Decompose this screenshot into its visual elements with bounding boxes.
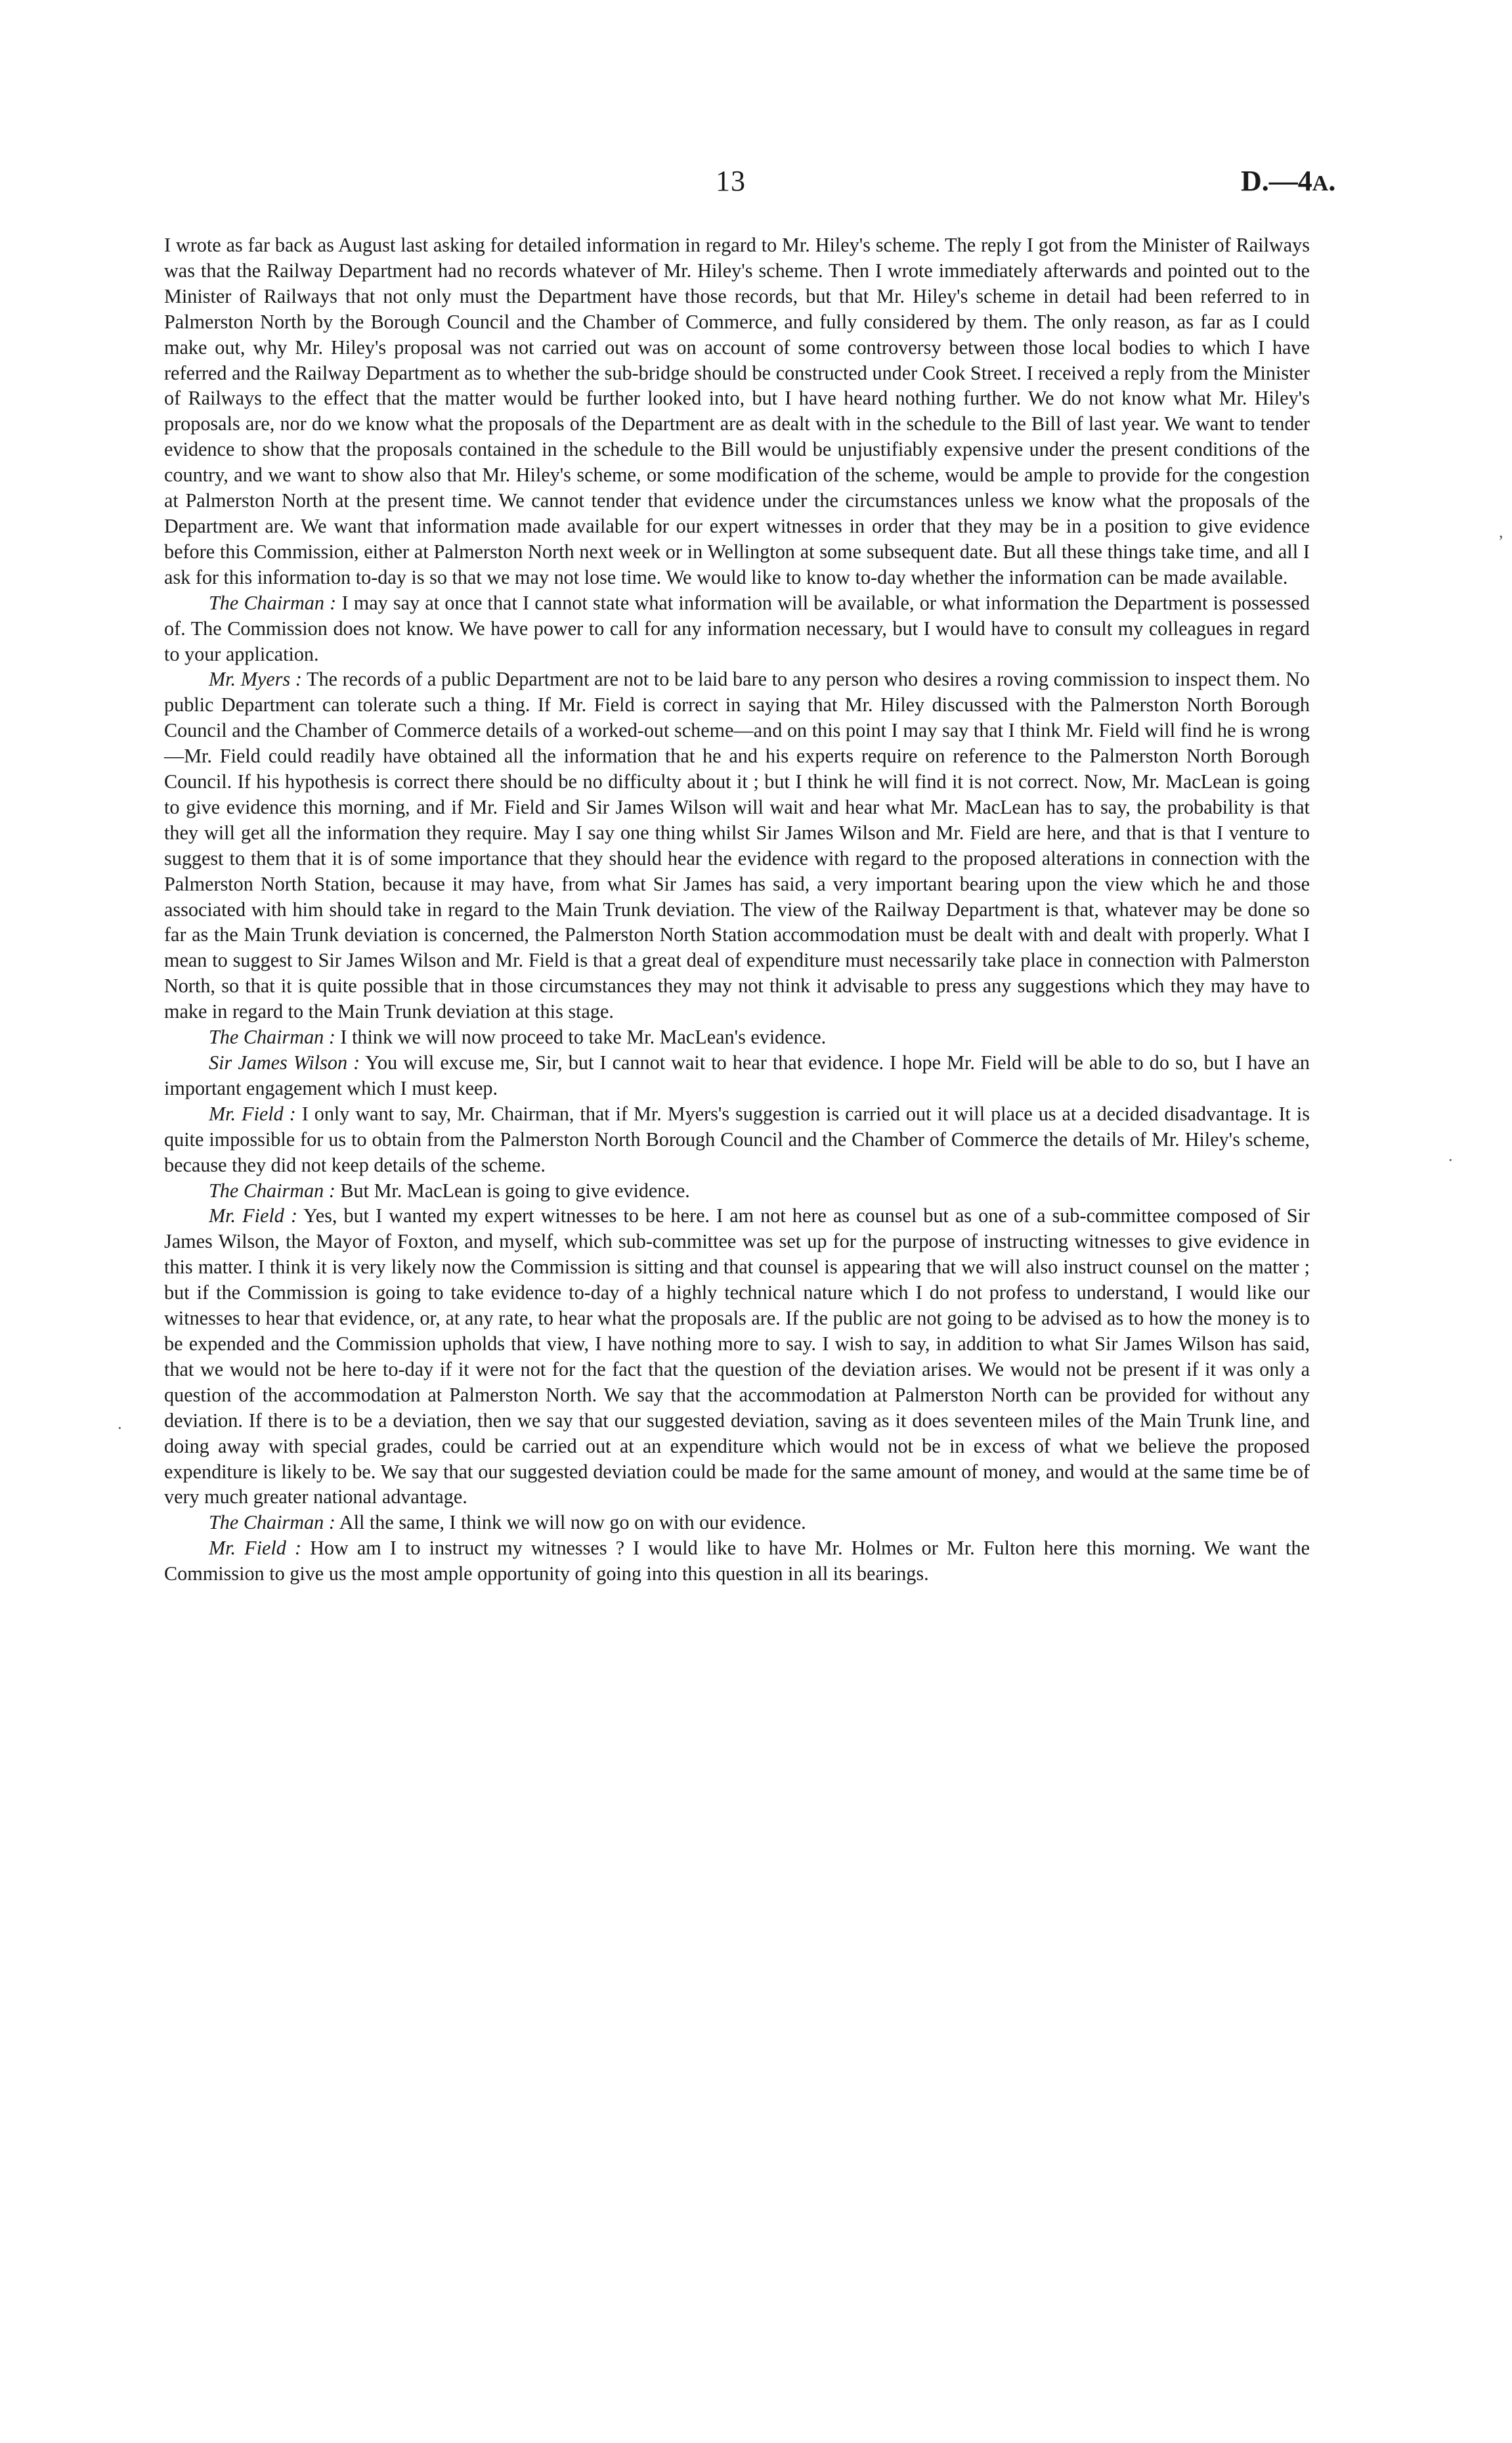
paragraph-text: You will excuse me, Sir, but I cannot wait to hear that evidence. I hope Mr. Field will be able to do so, but I have an important engagement which I must keep.	[164, 1051, 1310, 1099]
margin-mark: ,	[1499, 522, 1503, 541]
speaker-label: Mr. Field :	[209, 1204, 297, 1227]
paragraph-text: Yes, but I wanted my expert witnesses to be here. I am not here as counsel but as one of a sub-committee composed of Sir James Wilson, the Mayor of Foxton, and myself, which sub-committee was set up for the purpose of instructing witnesses to give evidence in this matter. I think it is very likely now the Commission is sitting and that counsel is appearing that we will also instruct counsel on the matter ; but if the Commission is going to take evidence to-day of a highly technical nature which I do not profess to understand, I would like our witnesses to hear that evidence, or, at any rate, to hear what the proposals are. If the public are not going to be advised as to how the money is to be expended and the Commission upholds that view, I have nothing more to say. I wish to say, in addition to what Sir James Wilson has said, that we would not be here to-day if it were not for the fact that the question of the deviation arises. We would not be present if it was only a question of the accommodation at Palmerston North. We say that the accommodation at Palmerston North can be provided for without any deviation. If there is to be a deviation, then we say that our suggested deviation, saving as it does seventeen miles of the Main Trunk line, and doing away with special grades, could be carried out at an expenditure which would not be in excess of what we believe the proposed expenditure is likely to be. We say that our suggested deviation could be made for the same amount of money, and would at the same time be of very much greater national advantage.	[164, 1204, 1310, 1508]
speaker-label: The Chairman :	[209, 1026, 335, 1049]
speaker-label: The Chairman :	[209, 1511, 335, 1534]
paragraph-text: All the same, I think we will now go on with our evidence.	[339, 1511, 806, 1534]
doc-ref-suffix: A	[1312, 171, 1329, 196]
paragraph-text: But Mr. MacLean is going to give evidence.	[340, 1179, 690, 1202]
paragraph-text: I may say at once that I cannot state what information will be available, or what information the Department is possessed of. The Commission does not know. We have power to call for any information necessary, but I would have to consult my colleagues in regard to your application.	[164, 591, 1310, 665]
speaker-label: Mr. Myers :	[209, 668, 302, 691]
paragraph	[164, 1101, 1310, 1178]
paragraph	[164, 667, 1310, 1024]
speaker-label: Mr. Field :	[209, 1537, 302, 1560]
speaker-label: The Chairman :	[209, 1179, 335, 1202]
paragraph-text: The records of a public Department are not to be laid bare to any person who desires a roving commission to inspect them. No public Department can tolerate such a thing. If Mr. Field is correct in saying that Mr. Hiley discussed with the Palmerston North Borough Council and the Chamber of Commerce details of a worked-out scheme—and on this point I may say that I think Mr. Field will find he is wrong—Mr. Field could readily have obtained all the information that he and his experts require on reference to the Palmerston North Borough Council. If his hypothesis is correct there should be no difficulty about it ; but I think he will find it is not correct. Now, Mr. MacLean is going to give evidence this morning, and if Mr. Field and Sir James Wilson will wait and hear what Mr. MacLean has to say, the probability is that they will get all the information they require. May I say one thing whilst Sir James Wilson and Mr. Field are here, and that is that I venture to suggest to them that it is of some importance that they should hear the evidence with regard to the proposed alterations in connection with the Palmerston North Station, because it may have, from what Sir James has said, a very important bearing upon the view which he and those associated with him should take in regard to the Main Trunk deviation. The view of the Railway Department is that, whatever may be done so far as the Main Trunk deviation is concerned, the Palmerston North Station accommodation must be dealt with and dealt with properly. What I mean to suggest to Sir James Wilson and Mr. Field is that a great deal of expenditure must necessarily take place in connection with Palmerston North, so that it is quite possible that in those circumstances they may not think it advisable to press any suggestions which they may have to make in regard to the Main Trunk deviation at this stage.	[164, 668, 1310, 1023]
speaker-label: Sir James Wilson :	[209, 1051, 360, 1074]
margin-mark: ·	[117, 1419, 123, 1438]
paragraph	[164, 1203, 1310, 1510]
speaker-label: Mr. Field :	[209, 1102, 296, 1125]
body-text	[164, 232, 1310, 1587]
paragraph	[164, 1535, 1310, 1587]
paragraph	[164, 1510, 1310, 1535]
paragraph	[164, 232, 1310, 590]
paragraph-text: How am I to instruct my witnesses ? I would like to have Mr. Holmes or Mr. Fulton here this morning. We want the Commission to give us the most ample opportunity of going into this question in all its bearings.	[164, 1537, 1310, 1585]
paragraph	[164, 1050, 1310, 1101]
document-reference	[1241, 164, 1335, 198]
margin-mark: ·	[1448, 1151, 1454, 1170]
speaker-label: The Chairman :	[209, 591, 337, 614]
paragraph	[164, 1178, 1310, 1204]
paragraph	[164, 1024, 1310, 1050]
paragraph-text: I only want to say, Mr. Chairman, that if Mr. Myers's suggestion is carried out it will place us at a decided disadvantage. It is quite impossible for us to obtain from the Palmerston North Borough Council and the Chamber of Commerce the details of Mr. Hiley's scheme, because they did not keep details of the scheme.	[164, 1102, 1310, 1176]
paragraph-text: I wrote as far back as August last asking for detailed information in regard to Mr. Hiley's scheme. The reply I got from the Minister of Railways was that the Railway Department had no records whatever of Mr. Hiley's scheme. Then I wrote immediately afterwards and pointed out to the Minister of Railways that not only must the Department have those records, but that Mr. Hiley's scheme in detail had been referred to in Palmerston North by the Borough Council and the Chamber of Commerce, and fully considered by them. The only reason, as far as I could make out, why Mr. Hiley's proposal was not carried out was on account of some controversy between those local bodies to which I have referred and the Railway Department as to whether the sub-bridge should be constructed under Cook Street. I received a reply from the Minister of Railways to the effect that the matter would be further looked into, but I have heard nothing further. We do not know what Mr. Hiley's proposals are, nor do we know what the proposals of the Department are as dealt with in the schedule to the Bill of last year. We want to tender evidence to show that the proposals contained in the schedule to the Bill would be unjustifiably expensive under the present conditions of the country, and we want to show also that Mr. Hiley's scheme, or some modification of the scheme, would be ample to provide for the congestion at Palmerston North at the present time. We cannot tender that evidence under the circumstances unless we know what the proposals of the Department are. We want that information made available for our expert witnesses in order that they may be in a position to give evidence before this Commission, either at Palmerston North next week or in Wellington at some subsequent date. But all these things take time, and all I ask for this information to-day is so that we may not lose time. We would like to know to-day whether the information can be made available.	[164, 234, 1310, 588]
paragraph	[164, 590, 1310, 667]
page-number: 13	[716, 165, 746, 197]
doc-ref-main: D.—4	[1241, 165, 1312, 197]
doc-ref-end: .	[1328, 165, 1336, 197]
paragraph-text: I think we will now proceed to take Mr. MacLean's evidence.	[340, 1026, 827, 1049]
